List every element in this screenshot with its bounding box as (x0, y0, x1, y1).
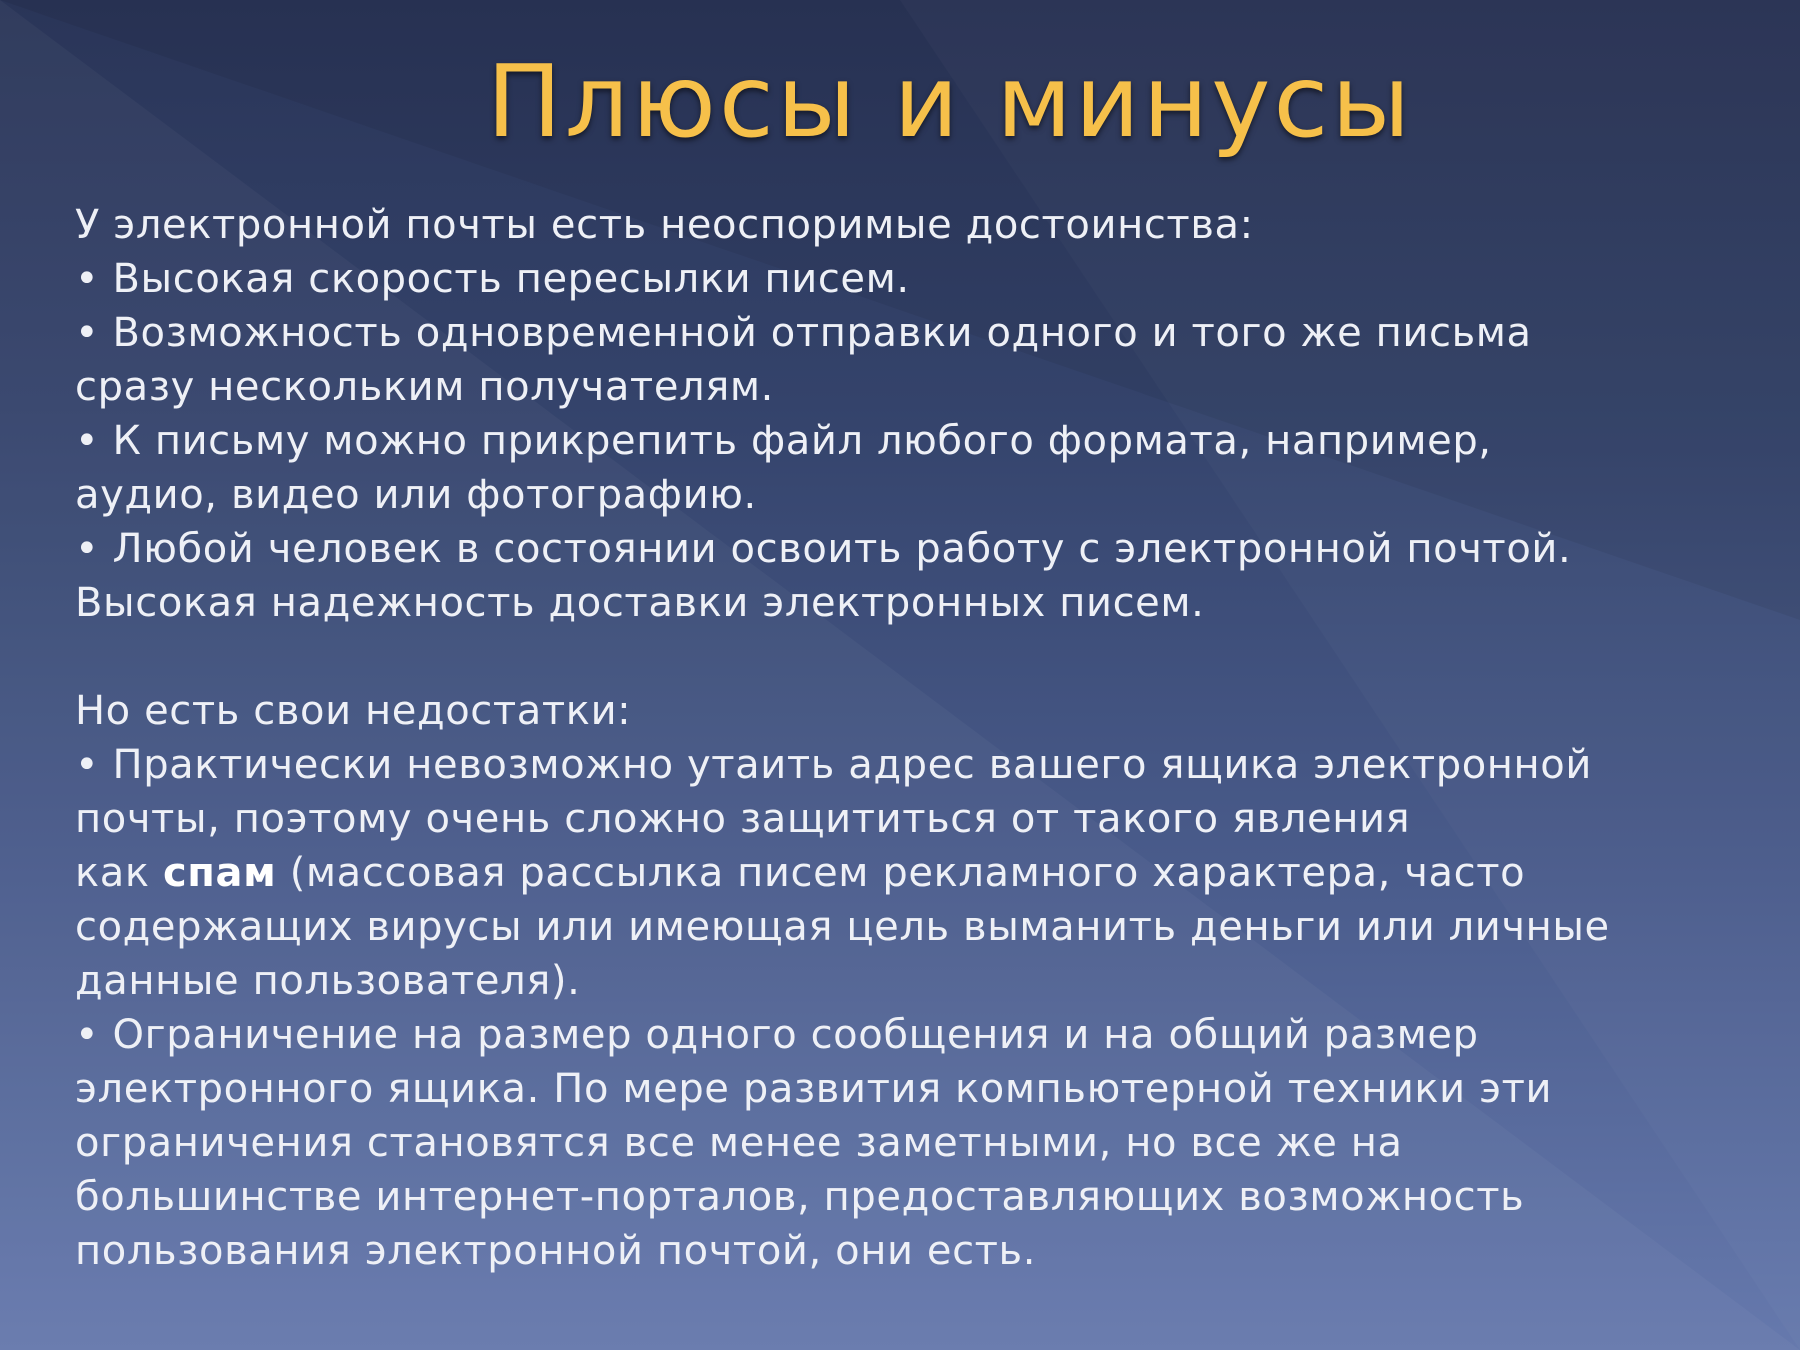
pros-tail: Высокая надежность доставки электронных писем. (75, 580, 1205, 626)
pros-item: • Любой человек в состоянии освоить работу с электронной почтой. (75, 522, 1775, 576)
cons-intro: Но есть свои недостатки: (75, 688, 632, 734)
cons-item-text: (массовая рассылка писем рекламного характера, часто содержащих вирусы или имеющая цель выманить деньги или личные данные пользователя). (75, 850, 1610, 1004)
spam-term: спам (162, 850, 277, 896)
pros-item: • Высокая скорость пересылки писем. (75, 252, 1775, 306)
section-gap (75, 630, 1775, 684)
cons-item-spam (75, 738, 1775, 1008)
slide-title: Плюсы и минусы (486, 43, 1414, 160)
slide-body (75, 198, 1775, 1278)
pros-item: • К письму можно прикрепить файл любого формата, например, аудио, видео или фотографию. (75, 414, 1775, 522)
pros-item: • Возможность одновременной отправки одного и того же письма сразу нескольким получателям. (75, 306, 1775, 414)
cons-item-size-limit: • Ограничение на размер одного сообщения и на общий размер электронного ящика. По мере развития компьютерной техники эти ограничения становятся все менее заметными, но все же на большинстве интернет-порталов, предоставляющих возможность пользования электронной почтой, они есть. (75, 1008, 1775, 1278)
cons-item-text: Практически невозможно утаить адрес вашего ящика электронной почты, поэтому очень сложно защититься от такого явления как (75, 742, 1592, 896)
pros-intro: У электронной почты есть неоспоримые достоинства: (75, 202, 1254, 248)
